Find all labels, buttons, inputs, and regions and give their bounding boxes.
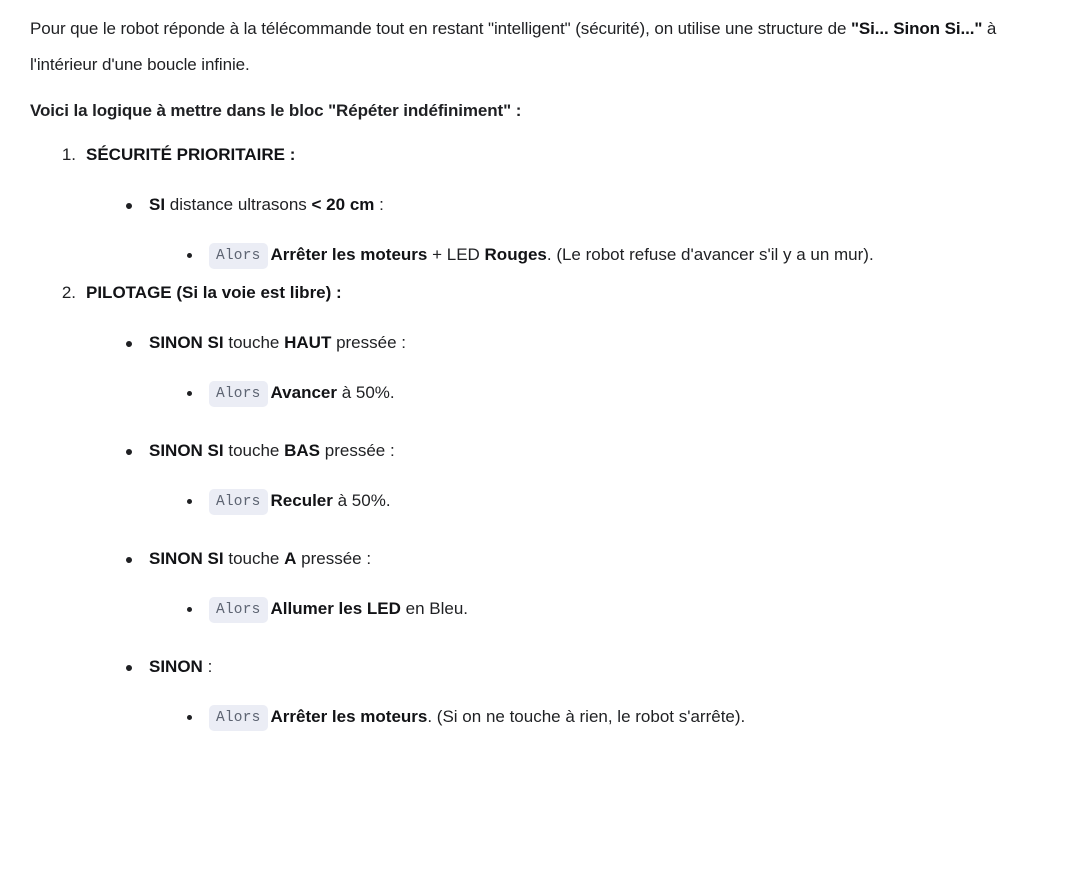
list-item-condition xyxy=(116,649,1048,735)
condition-value: A xyxy=(284,549,297,568)
actions-list xyxy=(149,375,1048,411)
conditions-list xyxy=(86,187,1048,273)
bullet-icon xyxy=(126,203,132,209)
alors-code-chip: Alors xyxy=(209,243,268,269)
action-text-mid: . (Si on ne touche à rien, le robot s'arrête). xyxy=(427,707,746,726)
bullet-icon xyxy=(187,391,192,396)
condition-keyword: SINON SI xyxy=(149,333,224,352)
logic-steps-list xyxy=(30,137,1048,735)
condition-text-mid: touche xyxy=(223,549,285,568)
list-item-section-1 xyxy=(30,137,1048,273)
action-label: Reculer xyxy=(270,491,333,510)
condition-value: HAUT xyxy=(284,333,332,352)
condition-text-mid: touche xyxy=(223,333,285,352)
subheading: Voici la logique à mettre dans le bloc "Répéter indéfiniment" : xyxy=(30,101,522,120)
intro-emphasis: "Si... Sinon Si..." xyxy=(850,19,983,38)
action-label: Arrêter les moteurs xyxy=(270,245,428,264)
action-label: Arrêter les moteurs xyxy=(270,707,428,726)
list-item-action xyxy=(176,237,1048,273)
action-text-mid: en Bleu. xyxy=(400,599,468,618)
condition-text-mid: touche xyxy=(223,441,285,460)
list-item-condition xyxy=(116,187,1048,273)
alors-code-chip: Alors xyxy=(209,489,268,515)
action-label: Allumer les LED xyxy=(270,599,401,618)
list-item-condition xyxy=(116,325,1048,411)
alors-code-chip: Alors xyxy=(209,597,268,623)
bullet-icon xyxy=(126,449,132,455)
condition-text-end: : xyxy=(374,195,384,214)
bullet-icon xyxy=(187,715,192,720)
actions-list xyxy=(149,699,1048,735)
conditions-list xyxy=(86,325,1048,735)
list-item-action xyxy=(176,591,1048,627)
bullet-icon xyxy=(126,557,132,563)
section-title: SÉCURITÉ PRIORITAIRE : xyxy=(86,145,296,164)
intro-text-before: Pour que le robot réponde à la télécommande tout en restant "intelligent" (sécurité), on utilise une structure de xyxy=(30,19,851,38)
condition-text-mid: distance ultrasons xyxy=(165,195,312,214)
action-label: Avancer xyxy=(270,383,337,402)
alors-code-chip: Alors xyxy=(209,381,268,407)
list-item-action xyxy=(176,699,1048,735)
ordered-marker: 2. xyxy=(61,283,76,302)
action-emphasis: Rouges xyxy=(484,245,547,264)
condition-text-end: pressée : xyxy=(331,333,406,352)
list-item-condition xyxy=(116,433,1048,519)
alors-code-chip: Alors xyxy=(209,705,268,731)
condition-keyword: SI xyxy=(149,195,166,214)
condition-keyword: SINON SI xyxy=(149,549,224,568)
condition-value: < 20 cm xyxy=(311,195,375,214)
bullet-icon xyxy=(126,665,132,671)
condition-keyword: SINON xyxy=(149,657,203,676)
list-item-section-2 xyxy=(30,275,1048,735)
actions-list xyxy=(149,237,1048,273)
condition-text-end: : xyxy=(202,657,213,676)
bullet-icon xyxy=(187,253,192,258)
intro-paragraph xyxy=(30,11,1048,83)
section-title: PILOTAGE (Si la voie est libre) : xyxy=(86,283,342,302)
intro-text-after: à l'intérieur d'une boucle infinie. xyxy=(30,19,997,74)
list-item-condition xyxy=(116,541,1048,627)
condition-keyword: SINON SI xyxy=(149,441,224,460)
bullet-icon xyxy=(187,607,192,612)
action-text-tail: . (Le robot refuse d'avancer s'il y a un mur). xyxy=(546,245,874,264)
action-text-mid: à 50%. xyxy=(336,383,395,402)
list-item-action xyxy=(176,483,1048,519)
bullet-icon xyxy=(187,499,192,504)
action-text-mid: + LED xyxy=(427,245,485,264)
action-text-mid: à 50%. xyxy=(332,491,391,510)
condition-text-end: pressée : xyxy=(296,549,372,568)
ordered-marker: 1. xyxy=(61,145,76,164)
bullet-icon xyxy=(126,341,132,347)
list-item-action xyxy=(176,375,1048,411)
actions-list xyxy=(149,483,1048,519)
condition-value: BAS xyxy=(284,441,321,460)
actions-list xyxy=(149,591,1048,627)
condition-text-end: pressée : xyxy=(320,441,395,460)
